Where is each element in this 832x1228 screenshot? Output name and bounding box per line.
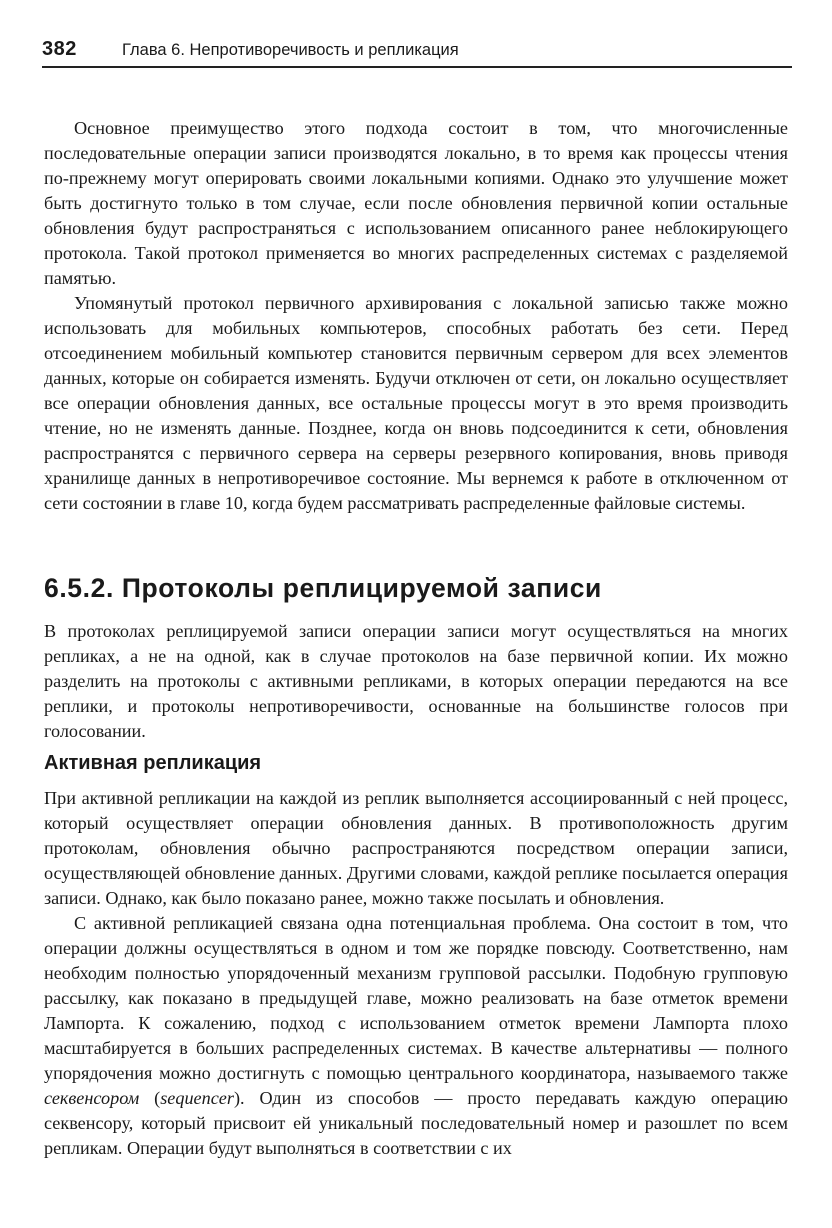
paragraph: При активной репликации на каждой из реплик выполняется ассоциированный с ней процесс, который осуществляет операции обновления данных. В противоположность другим протоколам, обновления обычно распространяются посредством операции записи, осуществляющей обновление данных. Другими словами, каждой реплике посылается операция записи. Однако, как было показано ранее, можно также посылать и обновления.	[44, 788, 788, 908]
chapter-title: Глава 6. Непротиворечивость и репликация	[122, 41, 459, 59]
term-ru: секвенсором	[44, 1088, 140, 1108]
paragraph: Упомянутый протокол первичного архивирования с локальной записью также можно использовать для мобильных компьютеров, способных работать без сети. Перед отсоединением мобильный компьютер становится первичным сервером для всех элементов данных, которые он собирается изменять. Будучи отключен от сети, он локально осуществляет все операции обновления данных, все остальные процессы могут в это время производить чтение, но не изменять данные. Позднее, когда он вновь подсоединится к сети, обновления распространятся с первичного сервера на серверы резервного копирования, вновь приводя хранилище данных в непротиворечивое состояние. Мы вернемся к работе в отключенном от сети состоянии в главе 10, когда будем рассматривать распределенные файловые системы.	[44, 293, 788, 513]
section-heading: 6.5.2. Протоколы реплицируемой записи	[44, 573, 602, 603]
paragraph-text: ). Один из способов — просто передавать каждую операцию секвенсору, который присвоит ей уникальный последовательный номер и разошлет по всем репликам. Операции будут выполняться в соответствии с их	[44, 1088, 788, 1158]
term-open-paren: (	[139, 1088, 161, 1108]
paragraph: Основное преимущество этого подхода состоит в том, что многочисленные последовательные операции записи производятся локально, в то время как процессы чтения по-прежнему могут оперировать своими локальными копиями. Однако это улучшение может быть достигнуто только в том случае, если после обновления первичной копии остальные обновления будут распространяться с использованием описанного ранее неблокирующего протокола. Такой протокол применяется во многих распределенных системах с разделяемой памятью.	[44, 118, 788, 288]
page-number: 382	[42, 38, 77, 60]
paragraph: В протоколах реплицируемой записи операции записи могут осуществляться на многих репликах, а не на одной, как в случае протоколов на базе первичной копии. Их можно разделить на протоколы с активными репликами, в которых операции передаются на все реплики, и протоколы непротиворечивости, основанные на большинстве голосов при голосовании.	[44, 621, 788, 741]
section-text-block	[44, 619, 788, 744]
paragraph	[44, 911, 788, 1161]
intro-text-block	[44, 116, 788, 516]
term-en: sequencer	[160, 1088, 234, 1108]
paragraph-text: С активной репликацией связана одна потенциальная проблема. Она состоит в том, что операции должны осуществляться в одном и том же порядке повсюду. Соответственно, нам необходим полностью упорядоченный механизм групповой рассылки. Подобную групповую рассылку, как показано в предыдущей главе, можно реализовать на базе отметок времени Лампорта. К сожалению, подход с использованием отметок времени Лампорта плохо масштабируется в больших распределенных системах. В качестве альтернативы — полного упорядочения можно достигнуть с помощью центрального координатора, называемого также	[44, 913, 788, 1083]
running-header	[42, 38, 792, 68]
subsection-text-block	[44, 786, 788, 1161]
subsection-heading: Активная репликация	[44, 752, 262, 774]
